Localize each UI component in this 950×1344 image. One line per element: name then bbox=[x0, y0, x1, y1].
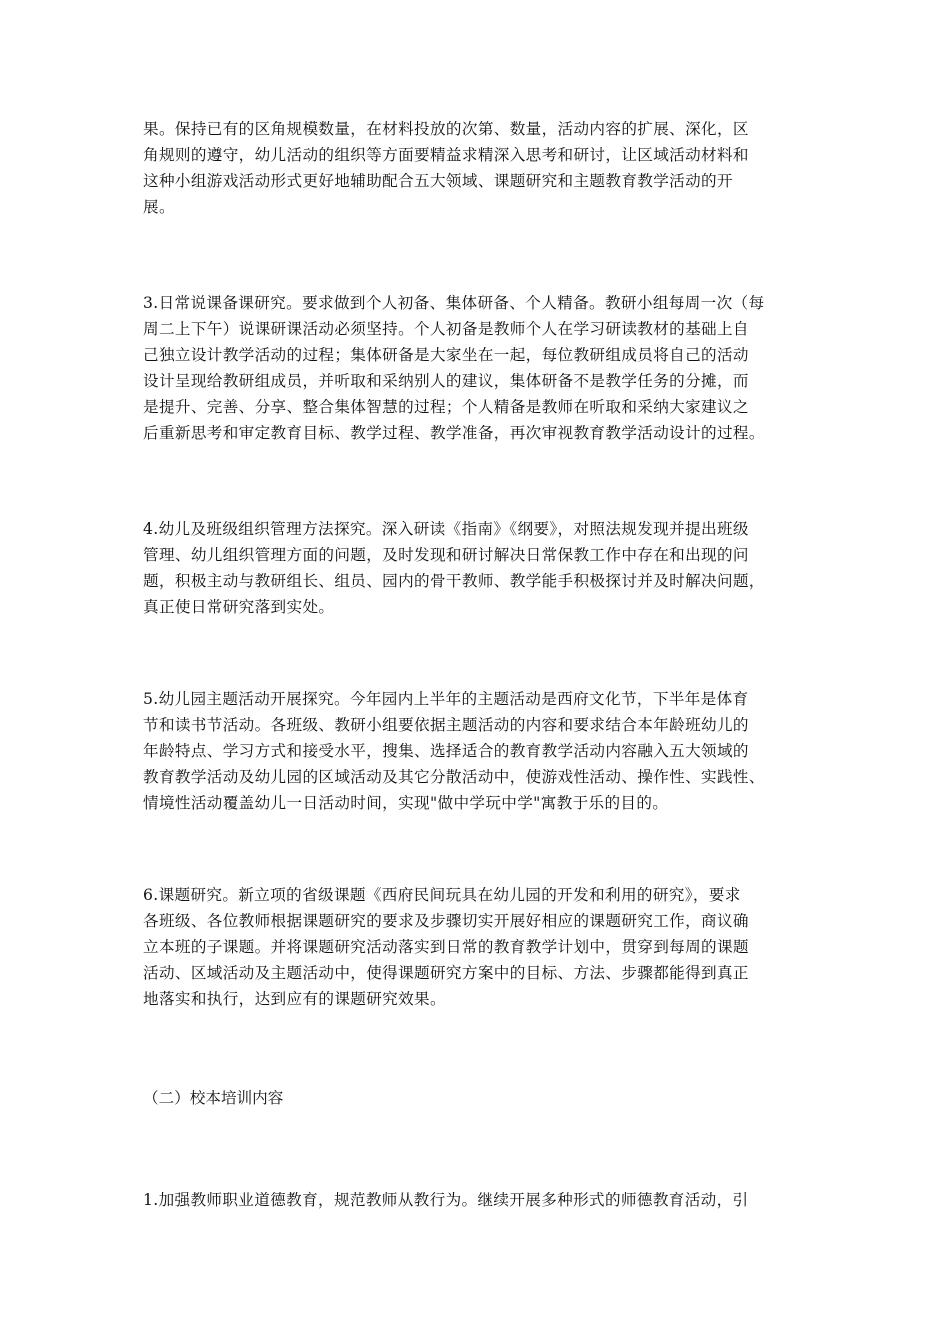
paragraph-item-1: 1.加强教师职业道德教育，规范教师从教行为。继续开展多种形式的师德教育活动，引 bbox=[143, 1191, 749, 1209]
paragraph-item-6: 6.课题研究。新立项的省级课题《西府民间玩具在幼儿园的开发和利用的研究》，要求 各班级、各位教师根据课题研究的要求及步骤切实开展好相应的课题研究工作，商议确 立本班的子课题。并将课题研究活动落实到日常的教育教学计划中，贯穿到每周的课题 活动、区域活动及主题活动中，使得课题研究方案中的目标、方法、步骤都能得到真正 地落实和执行，达到应有的课题研究效果。 bbox=[143, 886, 749, 1008]
paragraph-item-5: 5.幼儿园主题活动开展探究。今年园内上半年的主题活动是西府文化节，下半年是体育 节和读书节活动。各班级、教研小组要依据主题活动的内容和要求结合本年龄班幼儿的 年龄特点、学习方式和接受水平，搜集、选择适合的教育教学活动内容融入五大领域的 教育教学活动及幼儿园的区域活动及其它分散活动中，使游戏性活动、操作性、实践性、 情境性活动覆盖幼儿一日活动时间，实现"做中学玩中学"寓教于乐的目的。 bbox=[143, 690, 765, 812]
paragraph-item-3: 3.日常说课备课研究。要求做到个人初备、集体研备、个人精备。教研小组每周一次（每 周二上下午）说课研课活动必须坚持。个人初备是教师个人在学习研读教材的基础上自 己独立设计教学活动的过程；集体研备是大家坐在一起，每位教研组成员将自己的活动 设计呈现给教研组成员，并听取和采纳别人的建议，集体研备不是教学任务的分摊，而 是提升、完善、分享、整合集体智慧的过程；个人精备是教师在听取和采纳大家建议之 后重新思考和审定教育目标、教学过程、教学准备，再次审视教育教学活动设计的过程。 bbox=[143, 294, 765, 442]
section-heading: （二）校本培训内容 bbox=[143, 1089, 284, 1107]
paragraph-continuation: 果。保持已有的区角规模数量，在材料投放的次第、数量，活动内容的扩展、深化，区 角规则的遵守，幼儿活动的组织等方面要精益求精深入思考和研讨，让区域活动材料和 这种小组游戏活动形式更好地辅助配合五大领域、课题研究和主题教育教学活动的开 展。 bbox=[143, 120, 749, 216]
paragraph-item-4: 4.幼儿及班级组织管理方法探究。深入研读《指南》《纲要》，对照法规发现并提出班级 管理、幼儿组织管理方面的问题，及时发现和研讨解决日常保教工作中存在和出现的问 题，积极主动与教研组长、组员、园内的骨干教师、教学能手积极探讨并及时解决问题， 真正使日常研究落到实处。 bbox=[143, 520, 765, 616]
